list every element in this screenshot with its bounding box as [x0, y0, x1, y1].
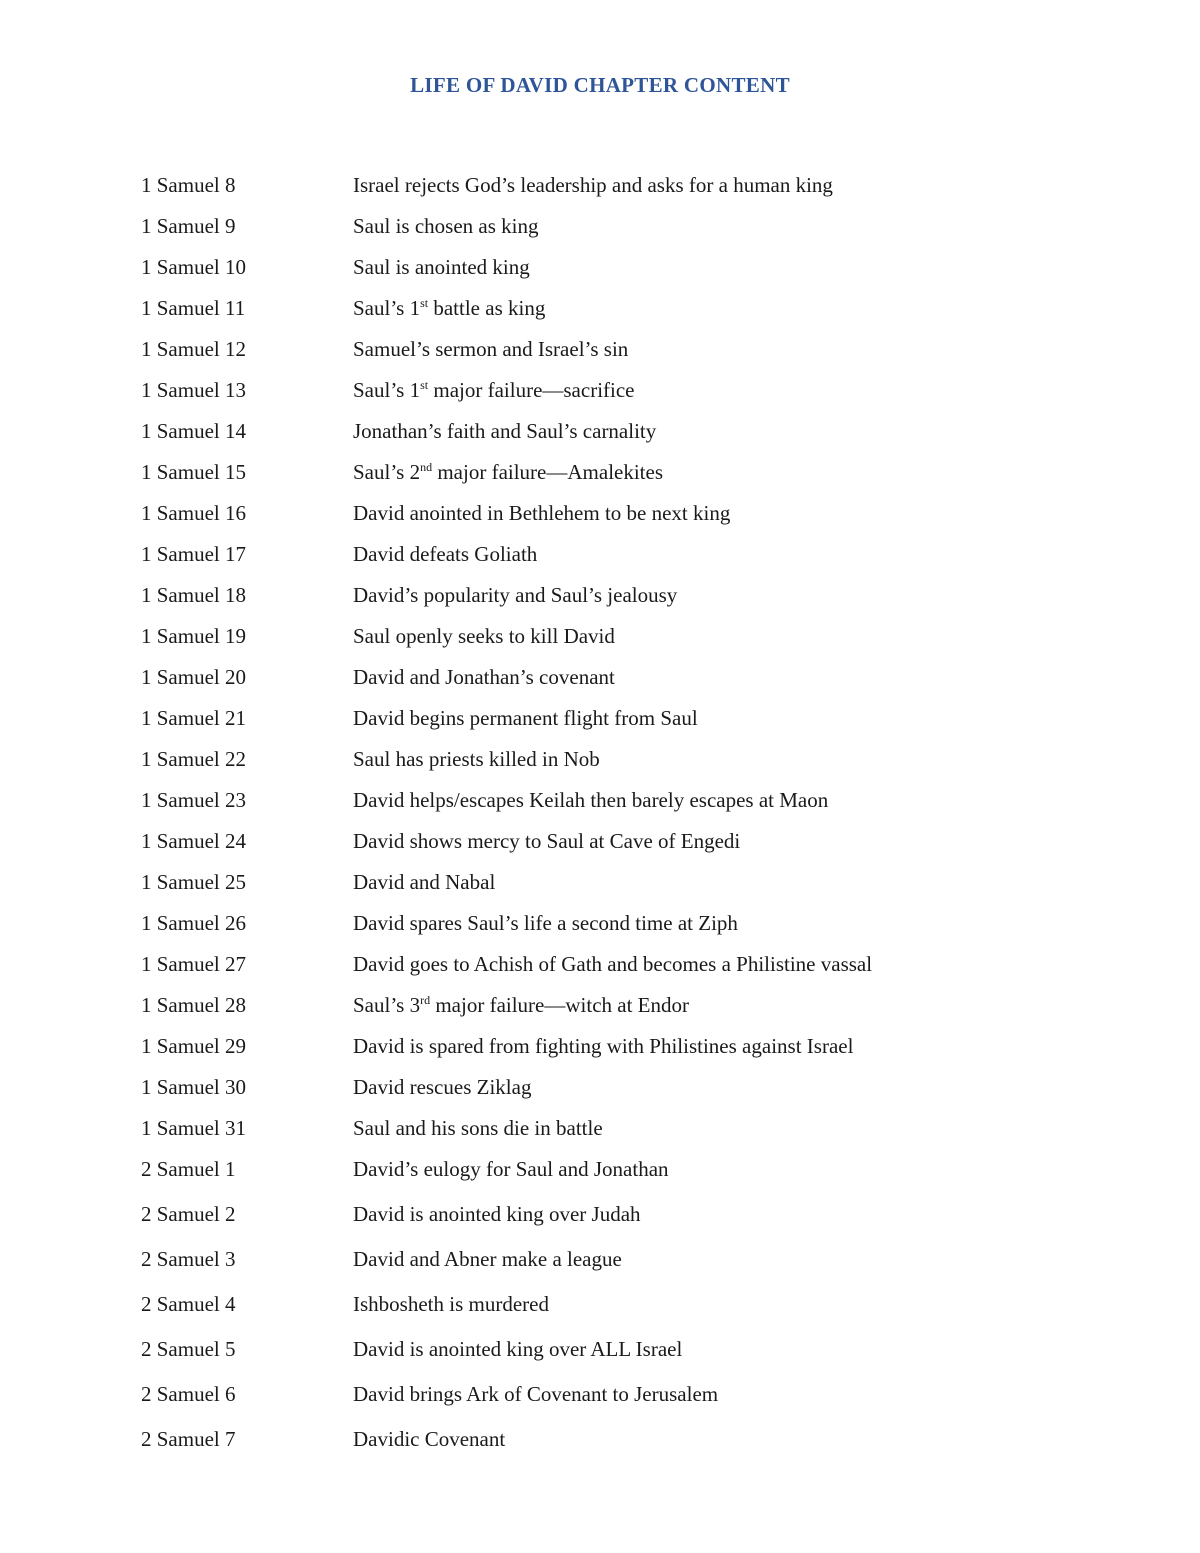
- chapter-row: [141, 949, 1101, 990]
- chapter-description: [353, 375, 635, 405]
- page-title: LIFE OF DAVID CHAPTER CONTENT: [410, 73, 790, 97]
- chapter-reference: 1 Samuel 22: [141, 747, 246, 771]
- chapter-reference: 2 Samuel 4: [141, 1292, 236, 1316]
- chapter-row: [141, 826, 1101, 867]
- description-text: Saul’s 1: [353, 378, 421, 402]
- chapter-description: [353, 457, 663, 487]
- chapter-reference: 2 Samuel 3: [141, 1247, 236, 1271]
- chapter-description: David defeats Goliath: [353, 542, 538, 566]
- chapter-row: [141, 744, 1101, 785]
- ordinal-suffix: rd: [420, 993, 431, 1007]
- chapter-row: [141, 498, 1101, 539]
- chapter-reference: 1 Samuel 16: [141, 501, 246, 525]
- chapter-list: [141, 170, 1101, 1469]
- chapter-reference: 1 Samuel 9: [141, 214, 236, 238]
- chapter-row: [141, 867, 1101, 908]
- chapter-row: [141, 416, 1101, 457]
- chapter-reference: 2 Samuel 6: [141, 1382, 236, 1406]
- chapter-description: Saul is chosen as king: [353, 214, 539, 238]
- chapter-description: Jonathan’s faith and Saul’s carnality: [353, 419, 657, 443]
- chapter-row: [141, 293, 1101, 334]
- chapter-reference: 1 Samuel 27: [141, 952, 246, 976]
- chapter-row: [141, 1113, 1101, 1154]
- chapter-description: [353, 990, 689, 1020]
- chapter-reference: 2 Samuel 5: [141, 1337, 236, 1361]
- chapter-row: [141, 1379, 1101, 1424]
- chapter-description: David goes to Achish of Gath and becomes a Philistine vassal: [353, 952, 873, 976]
- chapter-description: Saul is anointed king: [353, 255, 530, 279]
- chapter-reference: 1 Samuel 30: [141, 1075, 246, 1099]
- ordinal-suffix: st: [420, 378, 429, 392]
- ordinal-suffix: nd: [420, 460, 433, 474]
- chapter-row: [141, 457, 1101, 498]
- chapter-row: [141, 539, 1101, 580]
- chapter-row: [141, 908, 1101, 949]
- chapter-row: [141, 170, 1101, 211]
- chapter-row: [141, 621, 1101, 662]
- chapter-description: David begins permanent flight from Saul: [353, 706, 698, 730]
- chapter-reference: 1 Samuel 12: [141, 337, 246, 361]
- chapter-row: [141, 580, 1101, 621]
- chapter-reference: 1 Samuel 23: [141, 788, 246, 812]
- chapter-row: [141, 1334, 1101, 1379]
- chapter-reference: 1 Samuel 19: [141, 624, 246, 648]
- chapter-reference: 2 Samuel 1: [141, 1157, 236, 1181]
- chapter-description: [353, 293, 545, 323]
- chapter-description: David shows mercy to Saul at Cave of Engedi: [353, 829, 741, 853]
- chapter-description: David and Abner make a league: [353, 1247, 622, 1271]
- chapter-row: [141, 1199, 1101, 1244]
- chapter-reference: 2 Samuel 2: [141, 1202, 236, 1226]
- chapter-description: David helps/escapes Keilah then barely escapes at Maon: [353, 788, 829, 812]
- chapter-reference: 1 Samuel 13: [141, 378, 246, 402]
- chapter-row: [141, 1072, 1101, 1113]
- chapter-reference: 1 Samuel 14: [141, 419, 246, 443]
- chapter-reference: 1 Samuel 29: [141, 1034, 246, 1058]
- chapter-description: David spares Saul’s life a second time at Ziph: [353, 911, 738, 935]
- chapter-row: [141, 990, 1101, 1031]
- chapter-reference: 1 Samuel 18: [141, 583, 246, 607]
- description-text: battle as king: [428, 296, 546, 320]
- chapter-row: [141, 1031, 1101, 1072]
- chapter-description: David and Nabal: [353, 870, 496, 894]
- chapter-row: [141, 334, 1101, 375]
- chapter-description: David is spared from fighting with Philistines against Israel: [353, 1034, 854, 1058]
- chapter-description: David’s popularity and Saul’s jealousy: [353, 583, 678, 607]
- chapter-row: [141, 1424, 1101, 1469]
- description-text: major failure—sacrifice: [428, 378, 635, 402]
- chapter-row: [141, 662, 1101, 703]
- chapter-reference: 1 Samuel 31: [141, 1116, 246, 1140]
- chapter-reference: 1 Samuel 17: [141, 542, 246, 566]
- chapter-row: [141, 252, 1101, 293]
- chapter-description: Davidic Covenant: [353, 1427, 506, 1451]
- ordinal-suffix: st: [420, 296, 429, 310]
- chapter-description: David rescues Ziklag: [353, 1075, 532, 1099]
- chapter-description: David and Jonathan’s covenant: [353, 665, 615, 689]
- description-text: Saul’s 3: [353, 993, 421, 1017]
- chapter-reference: 1 Samuel 28: [141, 993, 246, 1017]
- chapter-description: Saul openly seeks to kill David: [353, 624, 615, 648]
- chapter-description: David is anointed king over ALL Israel: [353, 1337, 683, 1361]
- description-text: major failure—Amalekites: [432, 460, 664, 484]
- chapter-row: [141, 375, 1101, 416]
- chapter-row: [141, 1244, 1101, 1289]
- chapter-description: Saul has priests killed in Nob: [353, 747, 600, 771]
- chapter-row: [141, 785, 1101, 826]
- chapter-row: [141, 1289, 1101, 1334]
- chapter-reference: 1 Samuel 15: [141, 460, 246, 484]
- chapter-reference: 1 Samuel 11: [141, 296, 246, 320]
- chapter-reference: 1 Samuel 20: [141, 665, 246, 689]
- chapter-reference: 2 Samuel 7: [141, 1427, 236, 1451]
- chapter-description: David is anointed king over Judah: [353, 1202, 641, 1226]
- chapter-reference: 1 Samuel 10: [141, 255, 246, 279]
- chapter-description: Samuel’s sermon and Israel’s sin: [353, 337, 629, 361]
- chapter-reference: 1 Samuel 24: [141, 829, 246, 853]
- chapter-row: [141, 1154, 1101, 1199]
- chapter-description: David anointed in Bethlehem to be next king: [353, 501, 731, 525]
- chapter-reference: 1 Samuel 26: [141, 911, 246, 935]
- description-text: major failure—witch at Endor: [430, 993, 690, 1017]
- chapter-description: David’s eulogy for Saul and Jonathan: [353, 1157, 669, 1181]
- chapter-reference: 1 Samuel 21: [141, 706, 246, 730]
- chapter-description: Saul and his sons die in battle: [353, 1116, 603, 1140]
- chapter-description: Israel rejects God’s leadership and asks for a human king: [353, 173, 833, 197]
- chapter-reference: 1 Samuel 25: [141, 870, 246, 894]
- chapter-reference: 1 Samuel 8: [141, 173, 236, 197]
- description-text: Saul’s 2: [353, 460, 421, 484]
- chapter-row: [141, 211, 1101, 252]
- description-text: Saul’s 1: [353, 296, 421, 320]
- chapter-row: [141, 703, 1101, 744]
- chapter-description: Ishbosheth is murdered: [353, 1292, 549, 1316]
- chapter-description: David brings Ark of Covenant to Jerusalem: [353, 1382, 719, 1406]
